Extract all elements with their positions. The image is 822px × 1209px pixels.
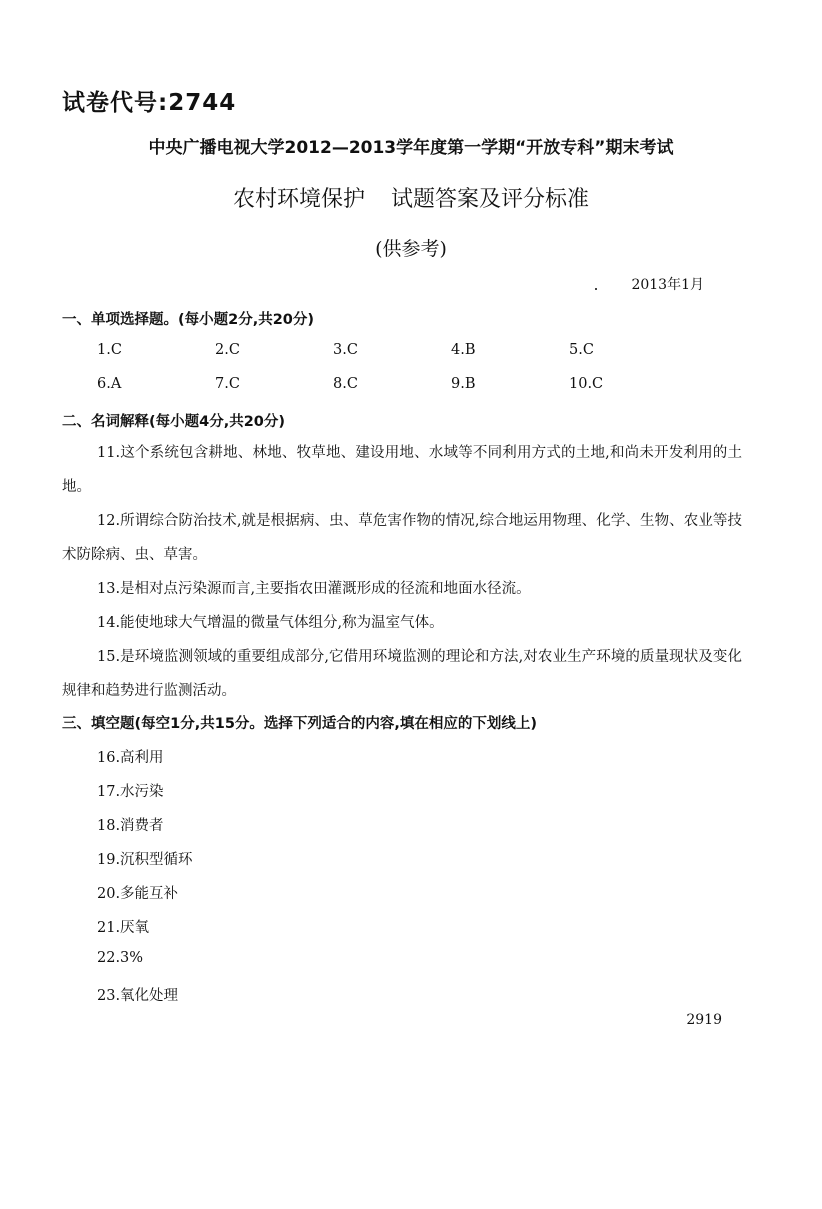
choice-answer: 7.C	[215, 376, 240, 392]
choice-answer: 9.B	[451, 376, 476, 392]
exam-title: 中央广播电视大学2012—2013学年度第一学期“开放专科”期末考试	[148, 138, 674, 158]
definition-item: 11.这个系统包含耕地、林地、牧草地、建设用地、水域等不同利用方式的土地,和尚未开发利用的土地。	[62, 445, 742, 495]
choice-answer: 4.B	[451, 342, 476, 358]
fill-answer: 20.多能互补	[97, 886, 179, 902]
fill-answer: 17.水污染	[97, 784, 164, 800]
fill-answer: 22.3%	[97, 950, 144, 966]
page-number: 2919	[686, 1012, 722, 1028]
fill-answer: 18.消费者	[97, 818, 164, 834]
document-title	[0, 182, 822, 213]
choice-answer: 1.C	[97, 342, 122, 358]
fill-answer: 16.高利用	[97, 750, 164, 766]
fill-answer: 19.沉积型循环	[97, 852, 193, 868]
fill-answer: 21.厌氧	[97, 920, 150, 936]
definition-item: 12.所谓综合防治技术,就是根据病、虫、草危害作物的情况,综合地运用物理、化学、生物、农业等技术防除病、虫、草害。	[62, 513, 742, 563]
choice-answer: 2.C	[215, 342, 240, 358]
document-type: 试题答案及评分标准	[391, 187, 590, 212]
section-heading-term-definitions: 二、名词解释(每小题4分,共20分)	[62, 414, 286, 430]
choice-answer: 3.C	[333, 342, 358, 358]
choice-answer: 6.A	[97, 376, 122, 392]
paper-code: 试卷代号:2744	[62, 90, 237, 116]
reference-note: (供参考)	[375, 238, 447, 260]
fill-answer: 23.氧化处理	[97, 988, 179, 1004]
choice-answer: 5.C	[569, 342, 594, 358]
section-heading-multiple-choice: 一、单项选择题。(每小题2分,共20分)	[62, 312, 315, 328]
choice-answer: 10.C	[569, 376, 604, 392]
section-heading-fill-in-blanks: 三、填空题(每空1分,共15分。选择下列适合的内容,填在相应的下划线上)	[62, 716, 538, 732]
choice-answer: 8.C	[333, 376, 358, 392]
definition-item: 15.是环境监测领域的重要组成部分,它借用环境监测的理论和方法,对农业生产环境的质量现状及变化规律和趋势进行监测活动。	[62, 649, 742, 699]
subject-name: 农村环境保护	[232, 187, 365, 212]
exam-date: 2013年1月	[631, 277, 704, 293]
definition-item: 14.能使地球大气增温的微量气体组分,称为温室气体。	[97, 615, 444, 631]
definition-item: 13.是相对点污染源而言,主要指农田灌溉形成的径流和地面水径流。	[97, 581, 531, 597]
scan-speck	[595, 288, 597, 290]
